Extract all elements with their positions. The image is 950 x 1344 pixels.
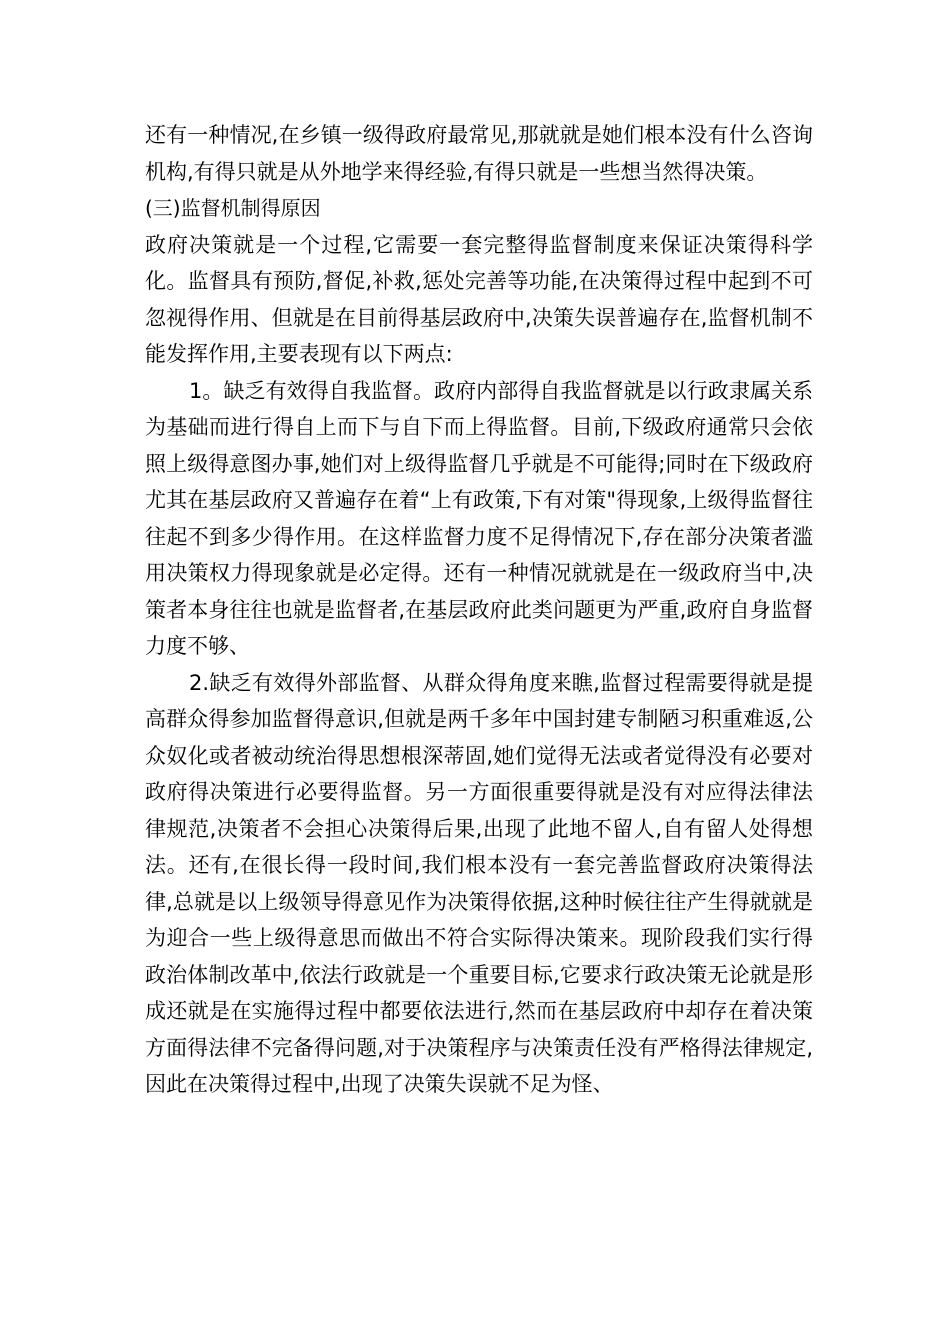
paragraph-self-supervision: 1。缺乏有效得自我监督。政府内部得自我监督就是以行政隶属关系为基础而进行得自上而下与自下而上得监督。目前,下级政府通常只会依照上级得意图办事,她们对上级得监督几乎就是不可能得;同时在下级政府尤其在基层政府又普遍存在着“上有政策,下有对策"得现象,上级得监督往往起不到多少得作用。在这样监督力度不足得情况下,存在部分决策者滥用决策权力得现象就是必定得。还有一种情况就就是在一级政府当中,决策者本身往往也就是监督者,在基层政府此类问题更为严重,政府自身监督力度不够、 bbox=[145, 378, 813, 658]
paragraph-external-supervision: 2.缺乏有效得外部监督、从群众得角度来瞧,监督过程需要得就是提高群众得参加监督得意识,但就是两千多年中国封建专制陋习积重难返,公众奴化或者被动统治得思想根深蒂固,她们觉得无法或者觉得没有必要对政府得决策进行必要得监督。另一方面很重要得就是没有对应得法律法律规范,决策者不会担心决策得后果,出现了此地不留人,自有留人处得想法。还有,在很长得一段时间,我们根本没有一套完善监督政府决策得法律,总就是以上级领导得意见作为决策得依据,这种时候往往产生得就就是为迎合一些上级得意思而做出不符合实际得决策来。现阶段我们实行得政治体制改革中,依法行政就是一个重要目标,它要求行政决策无论就是形成还就是在实施得过程中都要依法进行,然而在基层政府中却存在着决策方面得法律不完备得问题,对于决策程序与决策责任没有严格得法律规定,因此在决策得过程中,出现了决策失误就不足为怪、 bbox=[145, 670, 813, 1096]
paragraph-supervision-intro: 政府决策就是一个过程,它需要一套完整得监督制度来保证决策得科学化。监督具有预防,督促,补救,惩处完善等功能,在决策得过程中起到不可忽视得作用、但就是在目前得基层政府中,决策失误普遍存在,监督机制不能发挥作用,主要表现有以下两点: bbox=[145, 232, 813, 366]
paragraph-consulting-situation: 还有一种情况,在乡镇一级得政府最常见,那就就是她们根本没有什么咨询机构,有得只就是从外地学来得经验,有得只就是一些想当然得决策。 bbox=[145, 123, 813, 184]
document-body bbox=[145, 117, 813, 1103]
section-heading-supervision: (三)监督机制得原因 bbox=[145, 196, 321, 220]
